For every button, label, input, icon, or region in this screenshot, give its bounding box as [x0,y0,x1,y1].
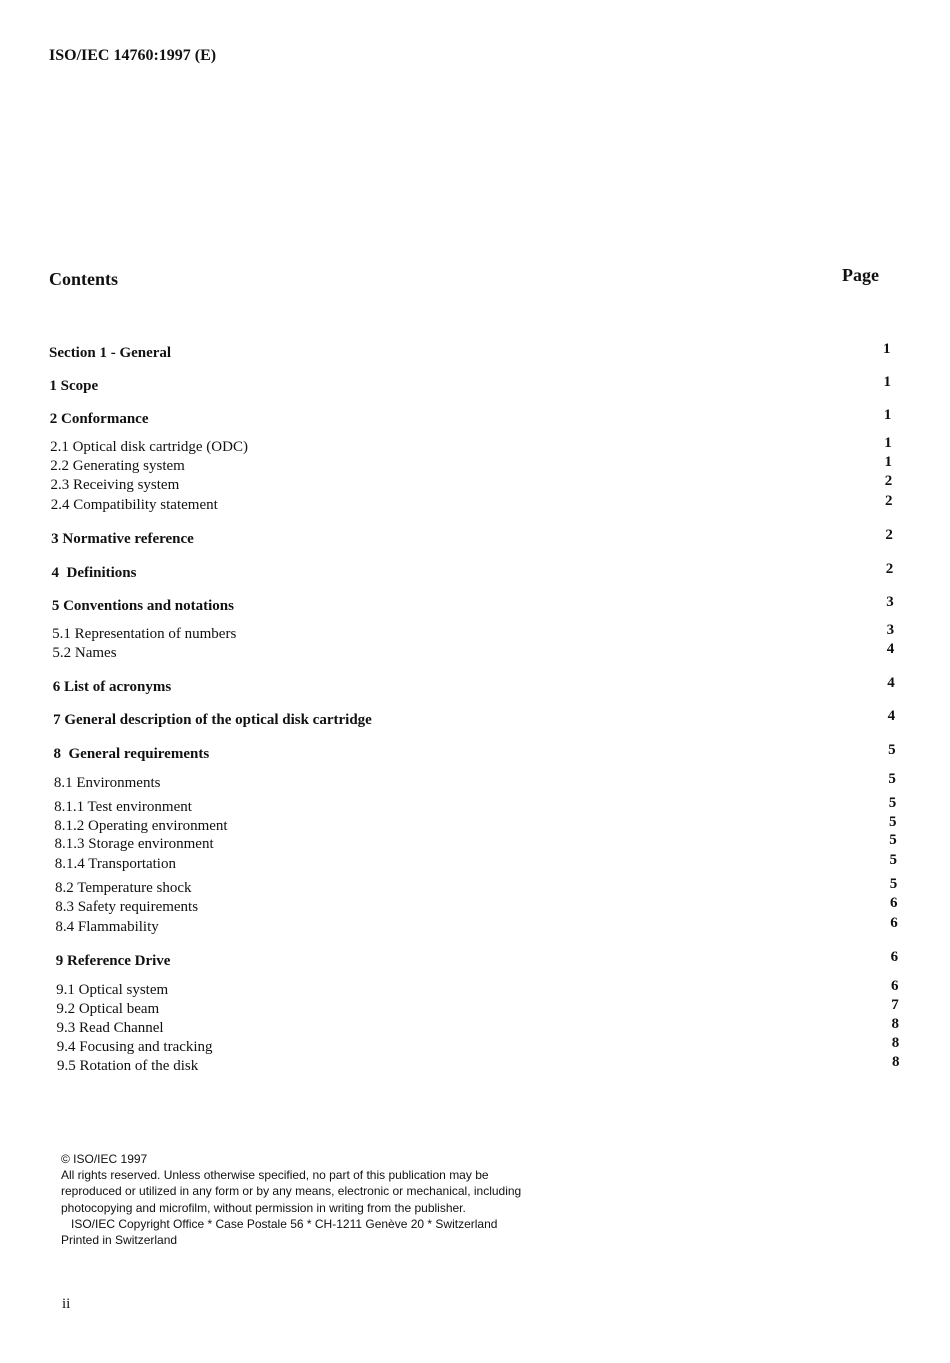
toc-entry-page: 7 [891,997,899,1013]
toc-entry-page: 6 [891,978,899,994]
toc-entry-label: 3 Normative reference [51,531,194,547]
toc-entry-label: 4 Definitions [51,565,137,581]
contents-heading: Contents [49,269,119,289]
toc-entry-page: 2 [884,493,893,509]
toc-entry-label: 8.2 Temperature shock [54,880,192,896]
toc-entry-label: 9.4 Focusing and tracking [56,1039,213,1055]
toc-entry-label: 9.1 Optical system [56,982,169,998]
toc-entry-page: 5 [888,795,897,811]
toc-entry-page: 5 [889,852,897,868]
copyright-line: photocopying and microfilm, without permission in writing from the publisher. [61,1200,466,1215]
toc-entry-page: 2 [884,473,893,489]
document-identifier: ISO/IEC 14760:1997 (E) [49,47,217,64]
toc-entry-page: 5 [888,814,897,830]
toc-entry-label: 2 Conformance [49,411,149,427]
toc-entry-label: 6 List of acronyms [52,679,172,695]
toc-entry-page: 2 [885,527,893,543]
toc-entry-page: 1 [884,435,892,451]
toc-entry-label: 8.4 Flammability [55,919,159,935]
toc-entry-page: 1 [883,341,891,357]
toc-entry-page: 5 [888,771,896,787]
toc-entry-page: 8 [891,1054,900,1070]
toc-entry-label: 1 Scope [49,378,99,394]
toc-entry-page: 5 [889,832,897,848]
toc-entry-label: 7 General description of the optical disk cartridge [53,712,372,728]
toc-entry-page: 4 [886,641,895,657]
toc-entry-page: 8 [891,1016,899,1032]
toc-entry-label: 8 General requirements [53,746,210,762]
toc-entry-label: 9 Reference Drive [55,953,171,969]
toc-entry-page: 3 [886,622,895,638]
toc-entry-label: 2.3 Receiving system [50,477,180,493]
toc-entry-page: 4 [887,675,895,691]
copyright-line: © ISO/IEC 1997 [61,1152,148,1166]
toc-entry-page: 6 [889,895,898,911]
toc-entry-label: 2.4 Compatibility statement [50,497,218,513]
toc-entry-label: 9.2 Optical beam [56,1001,160,1017]
toc-entry-page: 8 [891,1035,900,1051]
toc-entry-label: 5 Conventions and notations [51,598,234,614]
toc-entry-page: 6 [890,915,898,931]
copyright-line: reproduced or utilized in any form or by any means, electronic or mechanical, including [61,1184,522,1199]
toc-entry-label: 8.1.4 Transportation [54,856,176,872]
toc-entry-page: 5 [888,742,896,758]
toc-entry-page: 1 [883,407,892,423]
toc-entry-label: 8.1.1 Test environment [54,799,192,815]
toc-entry-page: 5 [889,876,898,892]
toc-entry-page: 4 [887,708,896,724]
copyright-line: All rights reserved. Unless otherwise specified, no part of this publication may be [61,1168,489,1183]
toc-entry-page: 2 [885,561,894,577]
toc-entry-label: 5.1 Representation of numbers [52,626,237,642]
toc-entry-label: 8.3 Safety requirements [55,899,199,915]
copyright-line: ISO/IEC Copyright Office * Case Postale 56 * CH-1211 Genève 20 * Switzerland [61,1216,498,1231]
toc-entry-page: 6 [890,949,899,965]
toc-entry-label: 8.1.3 Storage environment [54,836,214,852]
toc-entry-label: 9.3 Read Channel [56,1020,164,1036]
toc-entry-label: 2.2 Generating system [50,458,185,474]
copyright-line: Printed in Switzerland [61,1233,178,1248]
toc-entry-label: 8.1.2 Operating environment [54,818,228,834]
toc-entry-page: 1 [884,454,892,470]
toc-entry-label: 5.2 Names [52,645,117,661]
toc-entry-page: 3 [886,594,894,610]
toc-entry-page: 1 [883,374,891,390]
toc-entry-label: 2.1 Optical disk cartridge (ODC) [50,439,248,455]
toc-entry-label: 8.1 Environments [53,775,161,791]
page-column-heading: Page [842,265,879,285]
toc-entry-label: Section 1 - General [49,345,172,361]
page-folio: ii [62,1296,71,1312]
copyright-notice [61,1151,521,1248]
toc-entry-label: 9.5 Rotation of the disk [56,1058,199,1074]
